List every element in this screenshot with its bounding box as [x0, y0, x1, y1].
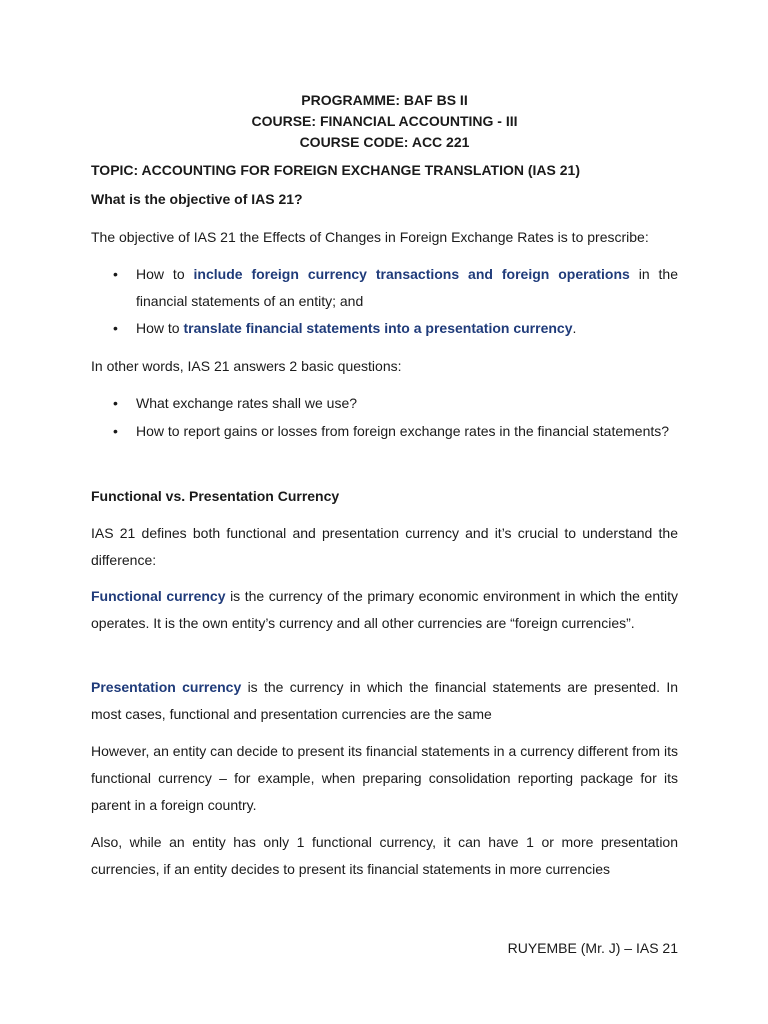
bullet-icon: •: [113, 320, 118, 336]
page-footer: RUYEMBE (Mr. J) – IAS 21: [507, 940, 678, 956]
functional-paragraph: Functional currency is the currency of the primary economic environment in which the entity operates. It is the own entity’s currency and all other currencies are “foreign currencies”.: [91, 588, 679, 631]
also-paragraph: Also, while an entity has only 1 functional currency, it can have 1 or more presentation currencies, if an entity decides to present its financial statements in more currencies: [91, 834, 678, 877]
bullet-icon: •: [113, 395, 118, 411]
functional-term: Functional currency: [91, 588, 226, 604]
emphasis-text: include foreign currency transactions and foreign operations: [193, 266, 630, 282]
defines-paragraph: IAS 21 defines both functional and presentation currency and it’s crucial to understand the difference:: [91, 525, 678, 568]
bullet-icon: •: [113, 266, 118, 282]
course-code-line: COURSE CODE: ACC 221: [299, 134, 470, 150]
objective-intro: The objective of IAS 21 the Effects of Changes in Foreign Exchange Rates is to prescribe:: [91, 229, 649, 245]
list-item: • How to report gains or losses from foreign exchange rates in the financial statements?: [91, 418, 678, 445]
objective-heading: What is the objective of IAS 21?: [91, 191, 303, 207]
bullet-icon: •: [113, 423, 118, 439]
list-item: • How to translate financial statements into a presentation currency.: [91, 315, 678, 342]
however-paragraph: However, an entity can decide to present its financial statements in a currency different from its functional currency – for example, when preparing consolidation reporting package for its parent in a foreign country.: [91, 743, 678, 813]
section-heading: Functional vs. Presentation Currency: [91, 488, 340, 504]
list-item: • What exchange rates shall we use?: [91, 390, 678, 417]
course-line: COURSE: FINANCIAL ACCOUNTING - III: [251, 113, 518, 129]
list-item: • How to include foreign currency transactions and foreign operations in the financial statements of an entity; and: [91, 261, 678, 315]
document-header: [91, 90, 678, 153]
presentation-paragraph: Presentation currency is the currency in which the financial statements are presented. In most cases, functional and presentation currencies are the same: [91, 679, 678, 722]
topic-heading: TOPIC: ACCOUNTING FOR FOREIGN EXCHANGE TRANSLATION (IAS 21): [91, 162, 580, 178]
programme-line: PROGRAMME: BAF BS II: [301, 92, 468, 108]
questions-intro: In other words, IAS 21 answers 2 basic questions:: [91, 358, 402, 374]
emphasis-text: translate financial statements into a presentation currency: [183, 320, 573, 336]
presentation-term: Presentation currency: [91, 679, 242, 695]
